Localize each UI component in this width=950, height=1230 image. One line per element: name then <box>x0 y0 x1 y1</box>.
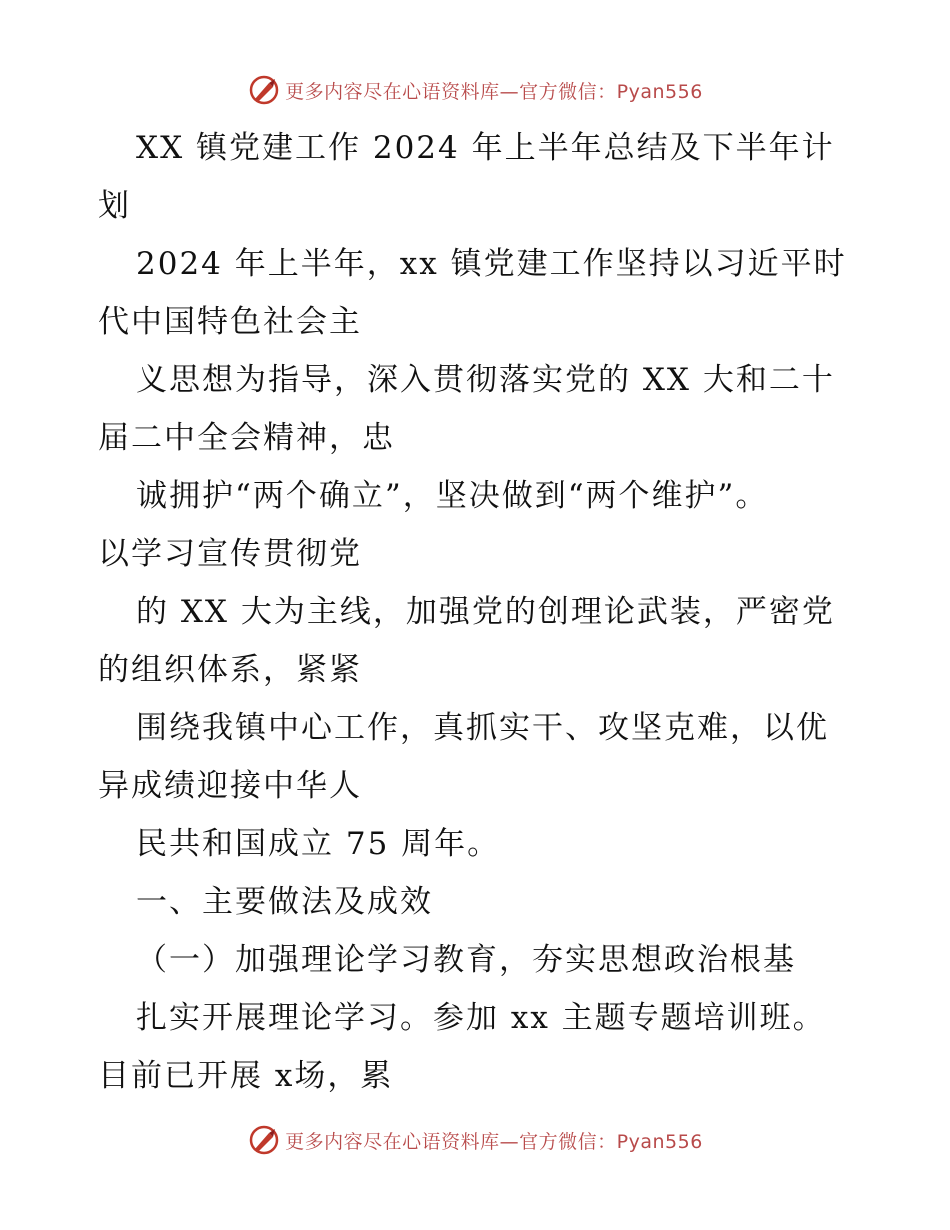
subsection-heading: （一）加强理论学习教育，夯实思想政治根基 <box>136 942 796 978</box>
paragraph-line: 届二中全会精神，忠 <box>98 420 395 456</box>
paragraph-line: 围绕我镇中心工作，真抓实干、攻坚克难，以优 <box>136 710 829 746</box>
paragraph-line: 诚拥护“两个确立”，坚决做到“两个维护”。 <box>136 478 769 514</box>
paragraph-line: 代中国特色社会主 <box>98 304 362 340</box>
paragraph-line: 扎实开展理论学习。参加 xx 主题专题培训班。 <box>136 1000 826 1036</box>
document-title-line-1: XX 镇党建工作 2024 年上半年总结及下半年计 <box>136 130 835 166</box>
paragraph-line: 的 XX 大为主线，加强党的创理论武装，严密党 <box>136 594 835 630</box>
paragraph-line: 目前已开展 x场，累 <box>98 1058 394 1094</box>
paragraph-line: 民共和国成立 75 周年。 <box>136 826 501 862</box>
paragraph-line: 的组织体系，紧紧 <box>98 652 362 688</box>
paragraph-line: 异成绩迎接中华人 <box>98 768 362 804</box>
footer-watermark-banner <box>0 1120 950 1160</box>
paragraph-line: 以学习宣传贯彻党 <box>98 536 362 572</box>
paragraph-line: 2024 年上半年，xx 镇党建工作坚持以习近平时 <box>136 246 847 282</box>
section-heading: 一、主要做法及成效 <box>136 884 433 920</box>
watermark-text: 更多内容尽在心语资料库—官方微信：Pyan556 <box>285 80 703 103</box>
pen-nib-circle-logo-icon <box>247 1123 281 1157</box>
paragraph-line: 义思想为指导，深入贯彻落实党的 XX 大和二十 <box>136 362 835 398</box>
document-title-line-2: 划 <box>98 188 131 224</box>
watermark-text: 更多内容尽在心语资料库—官方微信：Pyan556 <box>285 1130 703 1153</box>
